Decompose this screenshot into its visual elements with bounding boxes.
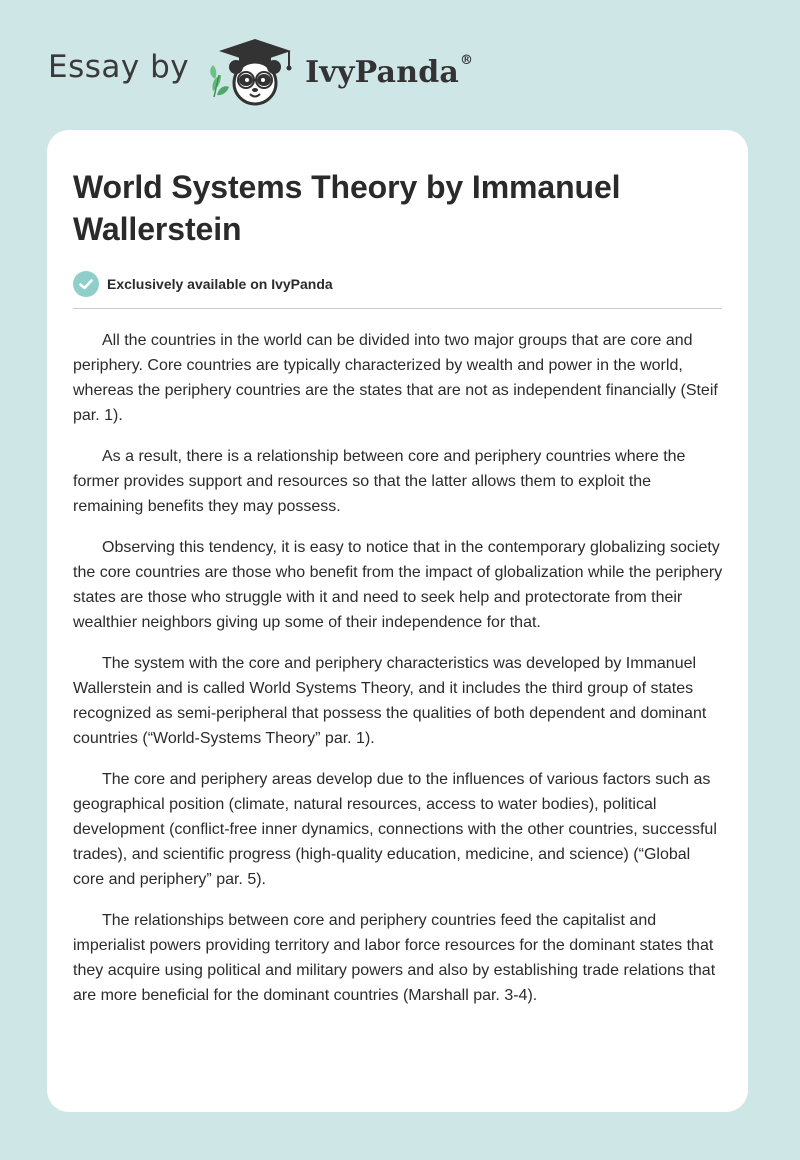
check-circle-icon: [73, 271, 99, 297]
paragraph: As a result, there is a relationship between core and periphery countries where the former provides support and resources so that the latter allows them to exploit the remaining benefits they may possess.: [73, 448, 686, 515]
brand-name[interactable]: [305, 53, 474, 90]
leaf-icon: [210, 65, 229, 97]
essay-by-label: Essay by: [48, 48, 190, 85]
panda-logo-icon[interactable]: [205, 35, 297, 107]
exclusive-label: Exclusively available on IvyPanda: [107, 276, 333, 292]
paragraph: Observing this tendency, it is easy to notice that in the contemporary globalizing society the core countries are those who benefit from the impact of globalization while the periphery states are those who struggle with it and need to seek help and protectorate from their wealthier neighbors giving up some of their independence for that.: [73, 539, 723, 631]
paragraph: All the countries in the world can be divided into two major groups that are core and periphery. Core countries are typically characterized by wealth and power in the world, whereas the periphery countries are the states that are not as independent financially (Steif par. 1).: [73, 332, 718, 424]
essay-card: [47, 130, 748, 1112]
essay-body: [73, 328, 722, 1008]
divider: [73, 308, 722, 309]
paragraph: The core and periphery areas develop due to the influences of various factors such as geographical position (climate, natural resources, access to water bodies), political development (conflict-free inner dynamics, connections with the other countries, successful trades), and scientific progress (high-quality education, medicine, and science) (“Global core and periphery” par. 5).: [73, 771, 717, 888]
paragraph: The relationships between core and periphery countries feed the capitalist and imperialist powers providing territory and labor force resources for the dominant states that they acquire using political and military powers and also by establishing trade relations that are more beneficial for the dominant countries (Marshall par. 3-4).: [73, 912, 716, 1004]
brand-text: IvyPanda: [305, 55, 460, 90]
site-header: [48, 36, 473, 106]
paragraph: The system with the core and periphery characteristics was developed by Immanuel Wallerstein and is called World Systems Theory, and it includes the third group of states recognized as semi-peripheral that possess the qualities of both dependent and dominant countries (“World-Systems Theory” par. 1).: [73, 655, 707, 747]
essay-title: World Systems Theory by Immanuel Wallerstein: [73, 169, 621, 247]
exclusive-badge: [73, 270, 722, 298]
trademark-symbol: ®: [460, 53, 474, 68]
